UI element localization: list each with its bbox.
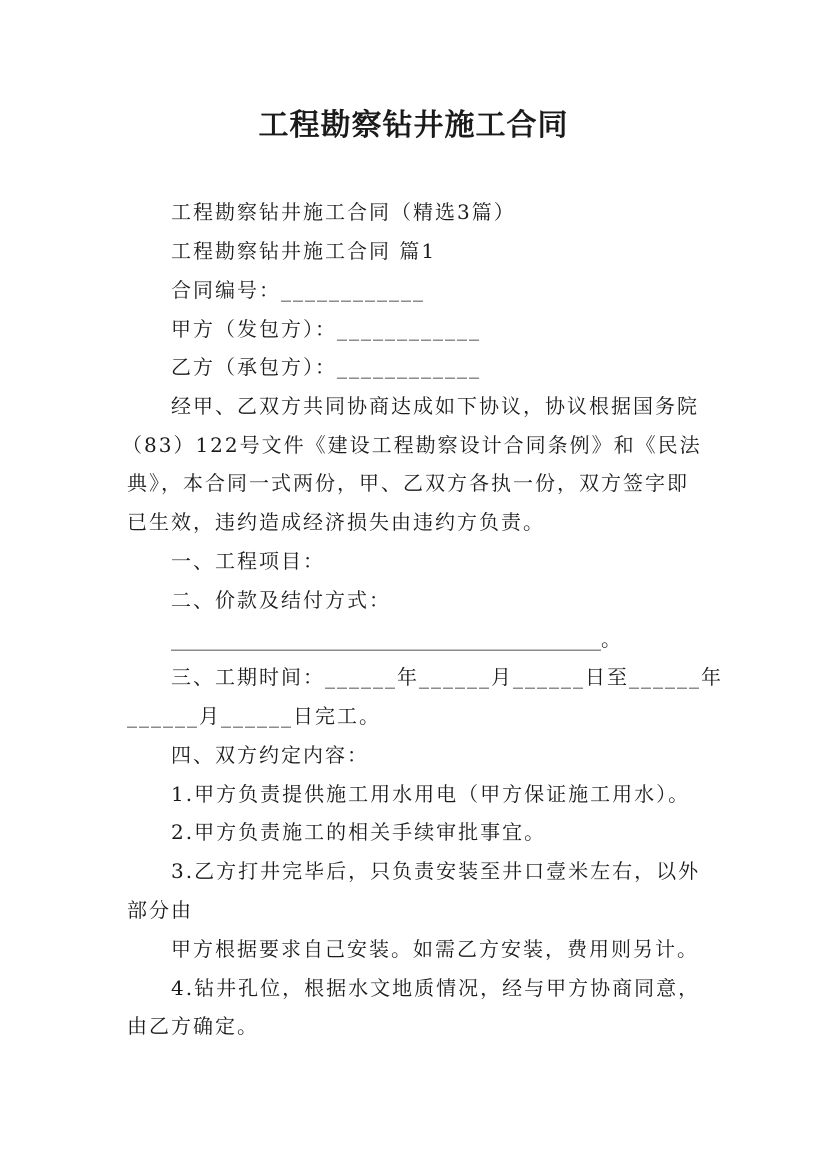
clause-item: 4.钻井孔位，根据水文地质情况，经与甲方协商同意， xyxy=(171,976,701,1000)
paragraph-line: 经甲、乙双方共同协商达成如下协议，协议根据国务院 xyxy=(171,394,699,418)
clause-item: 3.乙方打井完毕后，只负责安装至井口壹米左右，以外 xyxy=(171,859,701,883)
clause-heading: 四、双方约定内容： xyxy=(171,743,369,767)
clause-item: 甲方根据要求自己安装。如需乙方安装，费用则另计。 xyxy=(171,937,699,961)
contract-number-line: 合同编号：____________ xyxy=(171,278,425,302)
clause-item: 部分由 xyxy=(127,898,193,922)
clause-item: 由乙方确定。 xyxy=(127,1014,259,1038)
blank-line: ___________________________________________。 xyxy=(171,627,621,651)
clause-item: 2.甲方负责施工的相关手续审批事宜。 xyxy=(171,820,547,844)
subtitle-line: 工程勘察钻井施工合同（精选3篇） xyxy=(171,200,516,224)
schedule-line: ______月______日完工。 xyxy=(127,704,381,728)
party-b-line: 乙方（承包方）：____________ xyxy=(171,355,481,379)
party-a-line: 甲方（发包方）：____________ xyxy=(171,317,481,341)
paragraph-line: （83）122号文件《建设工程勘察设计合同条例》和《民法 xyxy=(122,433,702,457)
schedule-line: 三、工期时间：______年______月______日至______年 xyxy=(171,665,723,689)
clause-heading: 一、工程项目： xyxy=(171,549,325,573)
paragraph-line: 典》，本合同一式两份，甲、乙双方各执一份，双方签字即 xyxy=(127,471,689,495)
paragraph-line: 已生效，违约造成经济损失由违约方负责。 xyxy=(127,510,545,534)
document-title: 工程勘察钻井施工合同 xyxy=(258,108,569,143)
clause-item: 1.甲方负责提供施工用水用电（甲方保证施工用水）。 xyxy=(171,782,691,806)
clause-heading: 二、价款及结付方式： xyxy=(171,588,391,612)
section-heading: 工程勘察钻井施工合同 篇1 xyxy=(171,239,437,263)
